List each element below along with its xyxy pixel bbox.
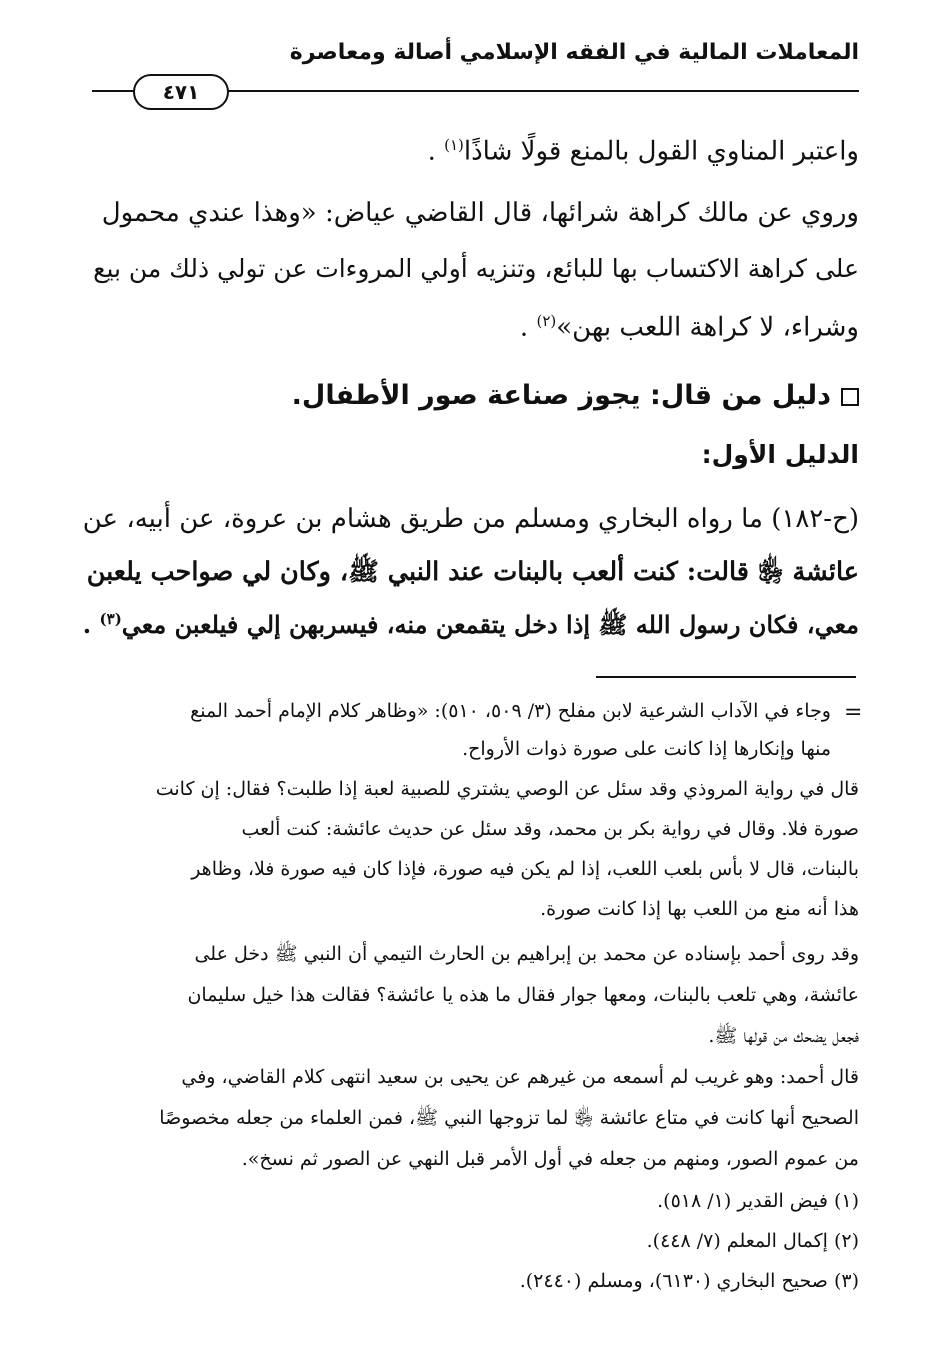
footnote-line: صورة فلا. وقال في رواية بكر بن محمد، وقد سئل عن حديث عائشة: كنت ألعب: [241, 818, 859, 840]
body-text: وشراء، لا كراهة اللعب بهن»: [556, 312, 859, 343]
page-number: ٤٧١: [133, 74, 229, 110]
footnote-line: فجعل يضحك من قولها ﷺ.: [708, 1025, 859, 1047]
footnote-line: من عموم الصور، ومنهم من جعله في أول الأمر قبل النهي عن الصور ثم نسخ».: [241, 1148, 859, 1170]
footnote-item: (١) فيض القدير (١/ ٥١٨).: [657, 1190, 859, 1212]
running-title: المعاملات المالية في الفقه الإسلامي أصالة ومعاصرة: [289, 40, 859, 65]
footnote-line: قال أحمد: وهو غريب لم أسمعه من غيرهم عن يحيى بن سعيد انتهى كلام القاضي، وفي: [181, 1066, 859, 1088]
body-line: وروي عن مالك كراهة شرائها، قال القاضي عياض: «وهذا عندي محمول: [101, 198, 859, 228]
footnote-line: الصحيح أنها كانت في متاع عائشة ﵂ لما تزوجها النبي ﷺ، فمن العلماء من جعله مخصوصًا: [159, 1107, 859, 1129]
footnote-line: وجاء في الآداب الشرعية لابن مفلح (٣/ ٥٠٩، ٥١٠): «وظاهر كلام الإمام أحمد المنع: [190, 700, 831, 722]
body-line: [520, 312, 859, 343]
body-text: واعتبر المناوي القول بالمنع قولًا شاذًا: [463, 136, 859, 167]
footnote-line: منها وإنكارها إذا كانت على صورة ذوات الأرواح.: [462, 738, 831, 760]
body-line: [83, 610, 859, 645]
body-line: على كراهة الاكتساب بها للبائع، وتنزيه أولي المروءات عن تولي ذلك من بيع: [93, 254, 859, 283]
footnote-item: (٢) إكمال المعلم (٧/ ٤٤٨).: [646, 1230, 859, 1252]
footnote-ref: (١): [444, 136, 464, 154]
heading-text: دليل من قال: يجوز صناعة صور الأطفال.: [291, 380, 831, 411]
footnote-item: (٣) صحيح البخاري (٦١٣٠)، ومسلم (٢٤٤٠).: [519, 1270, 859, 1292]
period: .: [427, 136, 436, 167]
period: .: [82, 610, 92, 639]
footnote-separator: [596, 676, 856, 678]
body-line: (ح-١٨٢) ما رواه البخاري ومسلم من طريق هشام بن عروة، عن أبيه، عن: [82, 504, 859, 534]
subheading: الدليل الأول:: [701, 440, 859, 469]
square-bullet-icon: [841, 388, 859, 406]
footnote-line: قال في رواية المروذي وقد سئل عن الوصي يشتري للصبية لعبة إذا طلبت؟ فقال: إن كانت: [155, 778, 859, 800]
body-line: عائشة ﵂ قالت: كنت ألعب بالبنات عند النبي ﷺ، وكان لي صواحب يلعبن: [86, 557, 859, 587]
footnote-ref: (٢): [536, 312, 557, 330]
footnote-line: عائشة، وهي تلعب بالبنات، ومعها جوار فقال ما هذه يا عائشة؟ فقالت هذا خيل سليمان: [187, 984, 859, 1006]
footnote-line: هذا أنه منع من اللعب بها إذا كانت صورة.: [540, 898, 859, 920]
continuation-mark: =: [844, 700, 863, 725]
footnote-line: بالبنات، قال لا بأس بلعب اللعب، إذا لم يكن فيه صورة، فإذا كان فيه صورة فلا، وظاهر: [191, 858, 859, 880]
body-line: [428, 136, 859, 167]
body-text: معي، فكان رسول الله ﷺ إذا دخل يتقمعن منه، فيسربهن إلي فيلعبن معي: [121, 610, 859, 639]
footnote-line: وقد روى أحمد بإسناده عن محمد بن إبراهيم بن الحارث التيمي أن النبي ﷺ دخل على: [194, 943, 859, 965]
period: .: [519, 312, 529, 343]
footnote-ref: (٣): [99, 610, 122, 628]
section-heading: [292, 380, 859, 411]
